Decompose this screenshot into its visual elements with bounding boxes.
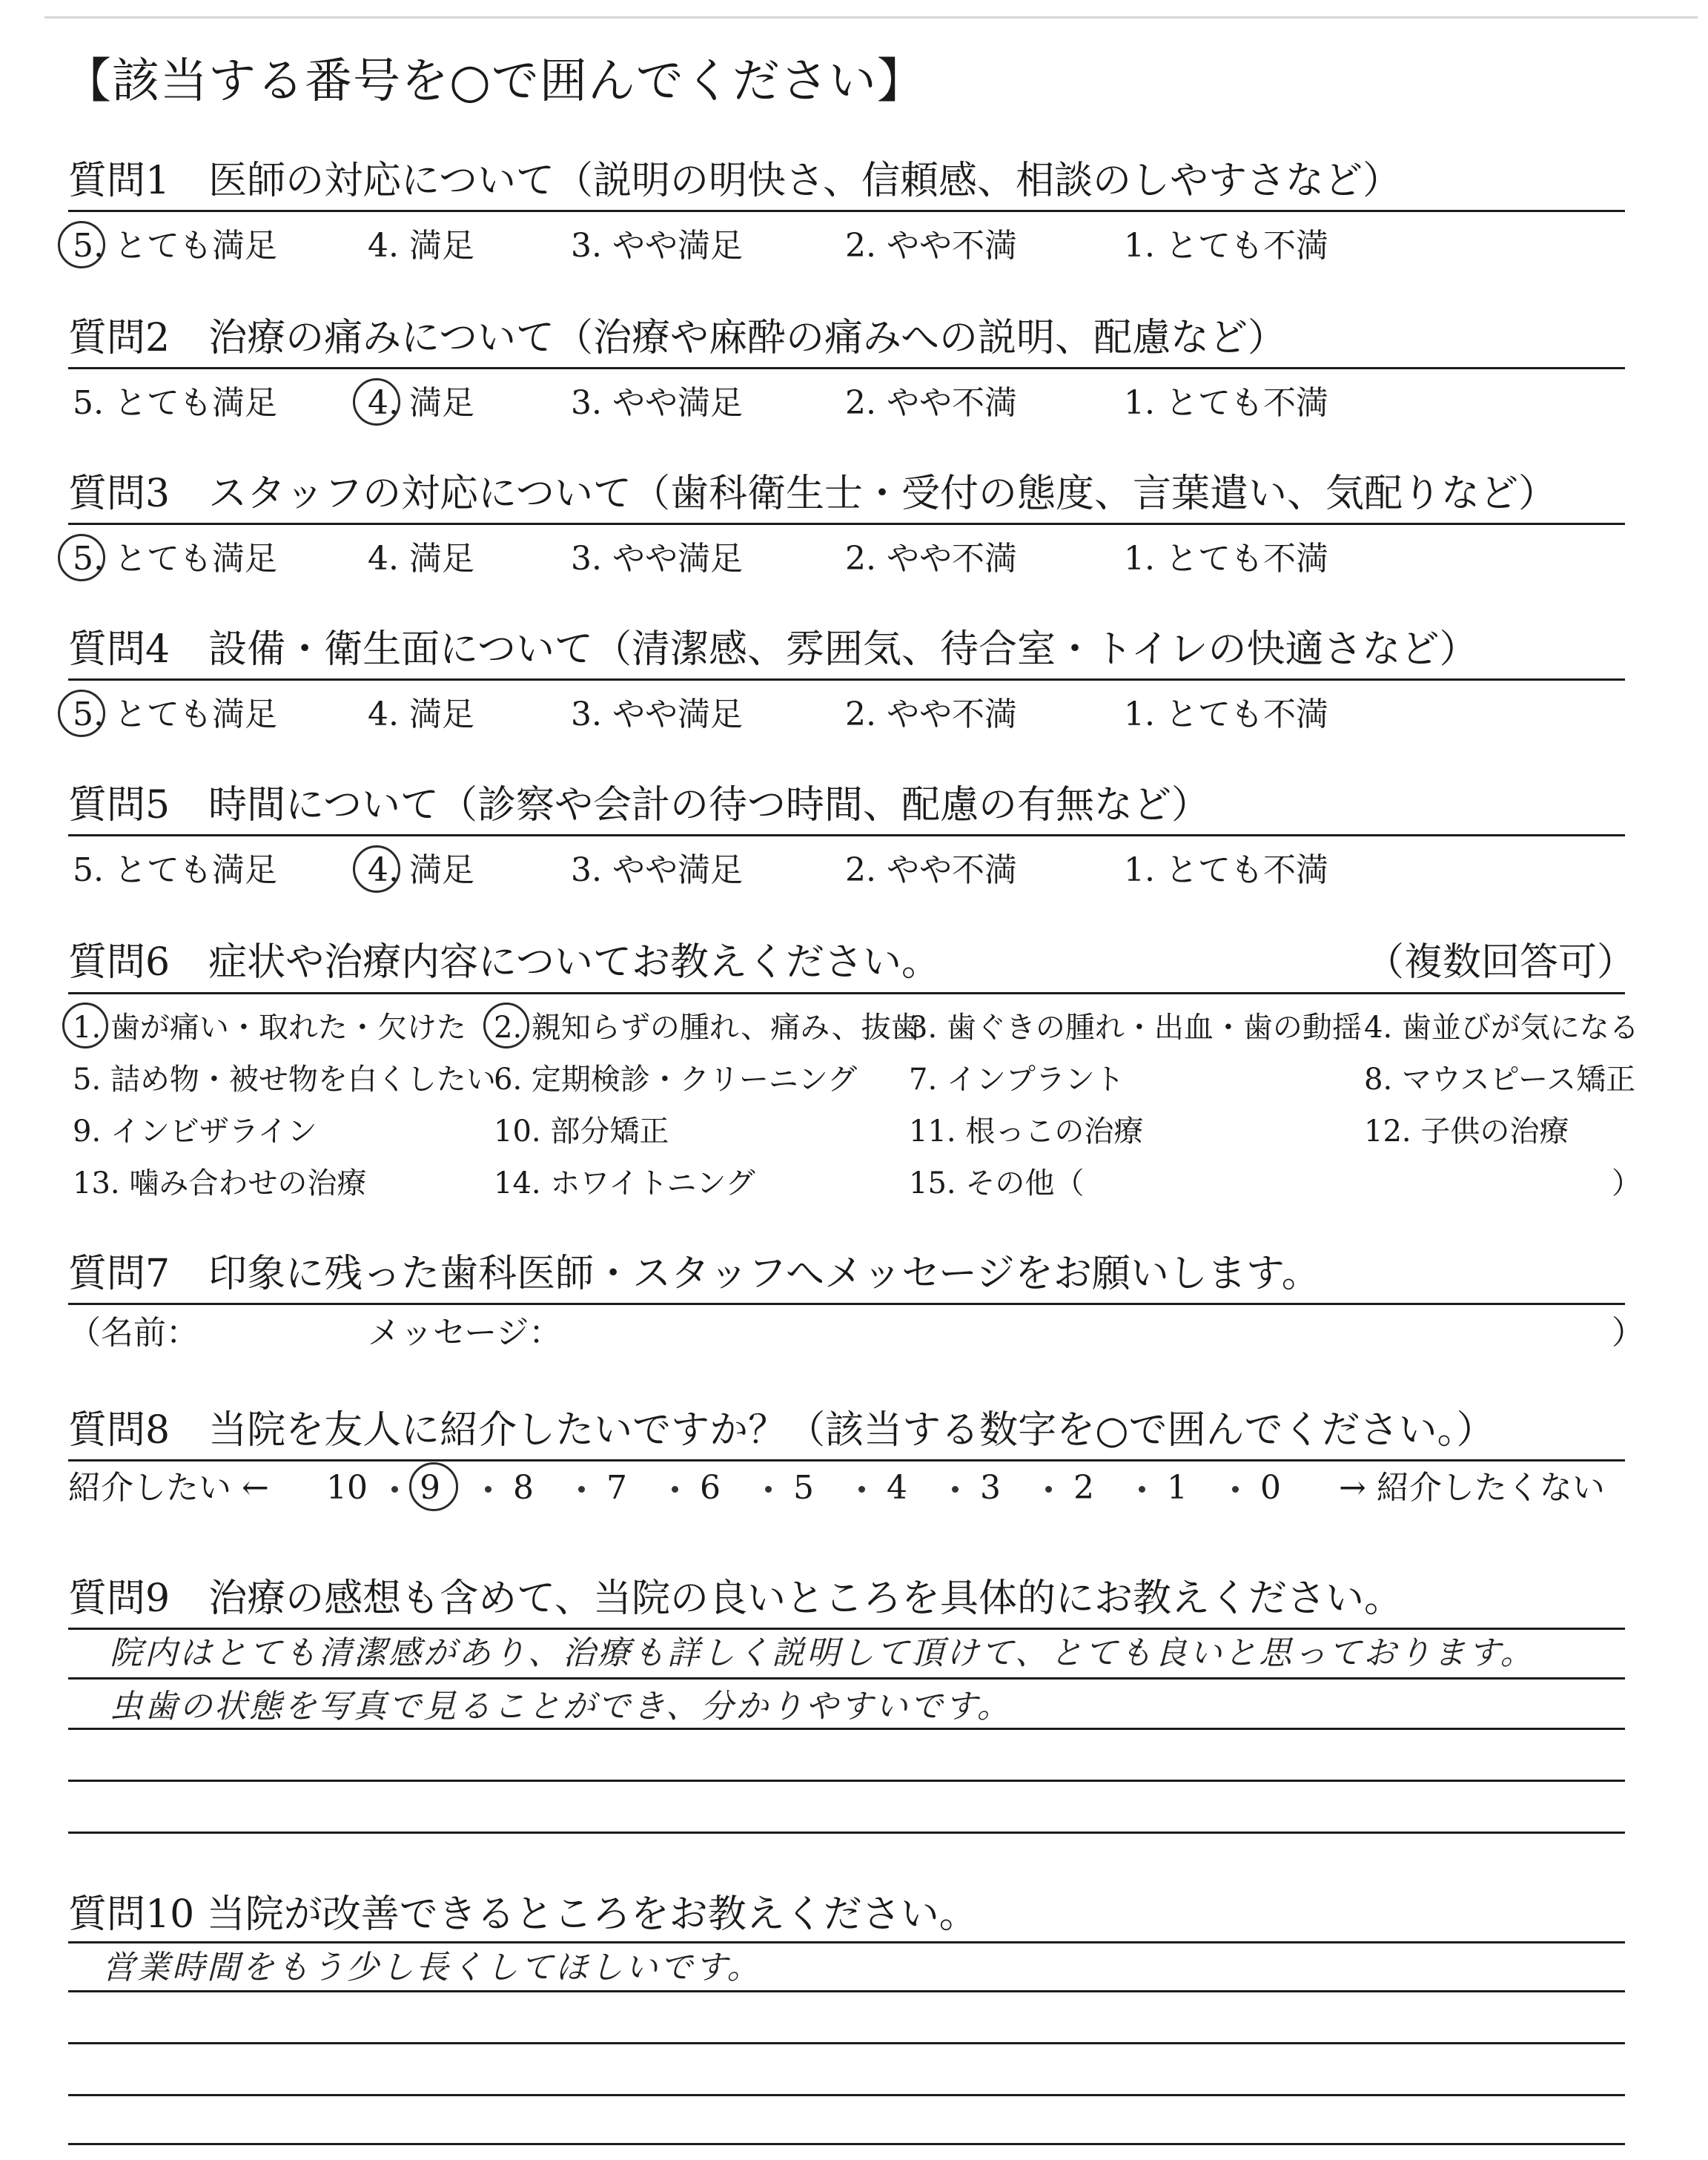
q3-title: 質問3 スタッフの対応について（歯科衛生士・受付の態度、言葉遣い、気配りなど） bbox=[68, 472, 1558, 516]
q9-rule-3 bbox=[68, 1728, 1625, 1730]
q8-scale-separator bbox=[578, 1486, 585, 1493]
q5-title: 質問5 時間について（診察や会計の待つ時間、配慮の有無など） bbox=[68, 783, 1211, 828]
q8-scale-4[interactable]: 4 bbox=[887, 1469, 907, 1507]
q1-selected-circle bbox=[58, 221, 105, 268]
q8-scale-separator bbox=[1232, 1486, 1239, 1493]
q6-option-13[interactable]: 13. 噛み合わせの治療 bbox=[73, 1166, 367, 1200]
q5-option-1[interactable]: 1. とても不満 bbox=[1124, 851, 1328, 889]
q6-option-6[interactable]: 6. 定期検診・クリーニング bbox=[494, 1063, 858, 1097]
q6-option-14[interactable]: 14. ホワイトニング bbox=[494, 1166, 755, 1200]
q6-option-12[interactable]: 12. 子供の治療 bbox=[1364, 1114, 1569, 1149]
q2-option-2[interactable]: 2. やや不満 bbox=[845, 384, 1017, 422]
q8-scale-separator bbox=[391, 1486, 398, 1493]
q9-rule-2 bbox=[68, 1677, 1625, 1680]
q8-scale-5[interactable]: 5 bbox=[793, 1469, 814, 1507]
q8-scale-separator bbox=[1139, 1486, 1145, 1493]
q3-option-5[interactable]: 5. とても満足 bbox=[73, 540, 277, 578]
q8-scale-8[interactable]: 8 bbox=[513, 1469, 534, 1507]
q7-title: 質問7 印象に残った歯科医師・スタッフへメッセージをお願いします。 bbox=[68, 1252, 1320, 1296]
q8-scale-9[interactable]: 9 bbox=[420, 1469, 440, 1507]
q3-rule bbox=[68, 523, 1625, 525]
q8-scale-6[interactable]: 6 bbox=[700, 1469, 721, 1507]
q6-title: 質問6 症状や治療内容についてお教えください。 bbox=[68, 940, 941, 985]
q5-rule bbox=[68, 834, 1625, 836]
q6-selected-circle-1 bbox=[62, 1003, 108, 1048]
q2-option-3[interactable]: 3. やや満足 bbox=[571, 384, 743, 422]
q8-scale-separator bbox=[485, 1486, 491, 1493]
q4-option-5[interactable]: 5. とても満足 bbox=[73, 696, 277, 733]
q8-scale-2[interactable]: 2 bbox=[1073, 1469, 1094, 1507]
q4-rule bbox=[68, 678, 1625, 681]
q4-option-1[interactable]: 1. とても不満 bbox=[1124, 696, 1328, 733]
q8-scale-7[interactable]: 7 bbox=[606, 1469, 627, 1507]
q6-option-7[interactable]: 7. インプラント bbox=[909, 1063, 1125, 1097]
page-top-edge bbox=[44, 16, 1698, 19]
q6-option-4[interactable]: 4. 歯並びが気になる bbox=[1364, 1011, 1639, 1045]
q1-title: 質問1 医師の対応について（説明の明快さ、信頼感、相談のしやすさなど） bbox=[68, 159, 1401, 203]
q10-answer-line-1: 営業時間をもう少し長くしてほしいです。 bbox=[102, 1949, 762, 1986]
q4-option-4[interactable]: 4. 満足 bbox=[368, 696, 474, 733]
q7-message-label: メッセージ： bbox=[368, 1314, 562, 1352]
q6-rule bbox=[68, 992, 1625, 994]
q8-right-label: → 紹介したくない bbox=[1339, 1469, 1605, 1507]
q4-selected-circle bbox=[58, 690, 105, 737]
q9-answer-line-1: 院内はとても清潔感があり、治療も詳しく説明して頂けて、とても良いと思っております。 bbox=[110, 1634, 1535, 1672]
q8-rule bbox=[68, 1459, 1625, 1462]
q6-option-8[interactable]: 8. マウスピース矯正 bbox=[1364, 1063, 1636, 1097]
q10-rule-4 bbox=[68, 2094, 1625, 2096]
q6-option-15[interactable]: 15. その他（ bbox=[909, 1166, 1085, 1200]
q6-option-9[interactable]: 9. インビザライン bbox=[73, 1114, 317, 1149]
q8-scale-separator bbox=[952, 1486, 959, 1493]
q9-rule-5 bbox=[68, 1832, 1625, 1834]
q9-rule-1 bbox=[68, 1628, 1625, 1630]
q2-rule bbox=[68, 367, 1625, 369]
q1-option-3[interactable]: 3. やや満足 bbox=[571, 227, 743, 265]
q6-option-1[interactable]: 1. 歯が痛い・取れた・欠けた bbox=[73, 1011, 466, 1045]
q1-option-2[interactable]: 2. やや不満 bbox=[845, 227, 1017, 265]
q6-option-2[interactable]: 2. 親知らずの腫れ、痛み、抜歯 bbox=[494, 1011, 921, 1045]
q8-scale-separator bbox=[765, 1486, 772, 1493]
q1-option-5[interactable]: 5. とても満足 bbox=[73, 227, 277, 265]
q10-title: 質問10 当院が改善できるところをお教えください。 bbox=[68, 1892, 978, 1937]
q2-option-4[interactable]: 4. 満足 bbox=[368, 384, 474, 422]
page-title: 【該当する番号を○で囲んでください】 bbox=[64, 54, 925, 109]
q6-option-5[interactable]: 5. 詰め物・被せ物を白くしたい bbox=[73, 1063, 496, 1097]
q6-option-11[interactable]: 11. 根っこの治療 bbox=[909, 1114, 1144, 1149]
q1-option-1[interactable]: 1. とても不満 bbox=[1124, 227, 1328, 265]
q6-selected-circle-2 bbox=[483, 1003, 529, 1048]
q10-rule-1 bbox=[68, 1941, 1625, 1943]
q5-option-3[interactable]: 3. やや満足 bbox=[571, 851, 743, 889]
q3-option-3[interactable]: 3. やや満足 bbox=[571, 540, 743, 578]
q8-scale-separator bbox=[858, 1486, 865, 1493]
q4-title: 質問4 設備・衛生面について（清潔感、雰囲気、待合室・トイレの快適さなど） bbox=[68, 627, 1478, 672]
q10-rule-2 bbox=[68, 1990, 1625, 1992]
q7-name-label: （名前： bbox=[68, 1314, 199, 1352]
q10-rule-3 bbox=[68, 2042, 1625, 2044]
q6-option-3[interactable]: 3. 歯ぐきの腫れ・出血・歯の動揺 bbox=[909, 1011, 1362, 1045]
q10-rule-5 bbox=[68, 2143, 1625, 2145]
q2-selected-circle bbox=[353, 378, 400, 426]
q8-scale-separator bbox=[672, 1486, 678, 1493]
q7-close: ） bbox=[1612, 1314, 1644, 1352]
q3-option-2[interactable]: 2. やや不満 bbox=[845, 540, 1017, 578]
q8-left-label: 紹介したい ← bbox=[68, 1469, 269, 1507]
q9-rule-4 bbox=[68, 1780, 1625, 1782]
q3-option-4[interactable]: 4. 満足 bbox=[368, 540, 474, 578]
q8-scale-1[interactable]: 1 bbox=[1167, 1469, 1188, 1507]
q8-selected-circle bbox=[409, 1462, 458, 1511]
q2-option-1[interactable]: 1. とても不満 bbox=[1124, 384, 1328, 422]
q3-option-1[interactable]: 1. とても不満 bbox=[1124, 540, 1328, 578]
q8-scale-separator bbox=[1045, 1486, 1052, 1493]
q2-title: 質問2 治療の痛みについて（治療や麻酔の痛みへの説明、配慮など） bbox=[68, 316, 1287, 360]
q6-option-10[interactable]: 10. 部分矯正 bbox=[494, 1114, 669, 1149]
q5-option-4[interactable]: 4. 満足 bbox=[368, 851, 474, 889]
q5-option-2[interactable]: 2. やや不満 bbox=[845, 851, 1017, 889]
q6-other-close: ） bbox=[1612, 1166, 1641, 1200]
q1-option-4[interactable]: 4. 満足 bbox=[368, 227, 474, 265]
q5-option-5[interactable]: 5. とても満足 bbox=[73, 851, 277, 889]
q1-rule bbox=[68, 210, 1625, 212]
q6-note: （複数回答可） bbox=[1366, 940, 1636, 985]
q4-option-3[interactable]: 3. やや満足 bbox=[571, 696, 743, 733]
q4-option-2[interactable]: 2. やや不満 bbox=[845, 696, 1017, 733]
q3-selected-circle bbox=[58, 534, 105, 581]
q8-scale-0[interactable]: 0 bbox=[1260, 1469, 1281, 1507]
q9-answer-line-2: 虫歯の状態を写真で見ることができ、分かりやすいです。 bbox=[110, 1688, 1012, 1725]
q9-title: 質問9 治療の感想も含めて、当院の良いところを具体的にお教えください。 bbox=[68, 1576, 1403, 1621]
q5-selected-circle bbox=[353, 845, 400, 893]
q8-title: 質問8 当院を友人に紹介したいですか？（該当する数字を○で囲んでください。） bbox=[68, 1408, 1495, 1453]
q7-rule bbox=[68, 1303, 1625, 1305]
q2-option-5[interactable]: 5. とても満足 bbox=[73, 384, 277, 422]
q8-scale-3[interactable]: 3 bbox=[980, 1469, 1001, 1507]
q8-scale-10[interactable]: 10 bbox=[326, 1469, 368, 1507]
